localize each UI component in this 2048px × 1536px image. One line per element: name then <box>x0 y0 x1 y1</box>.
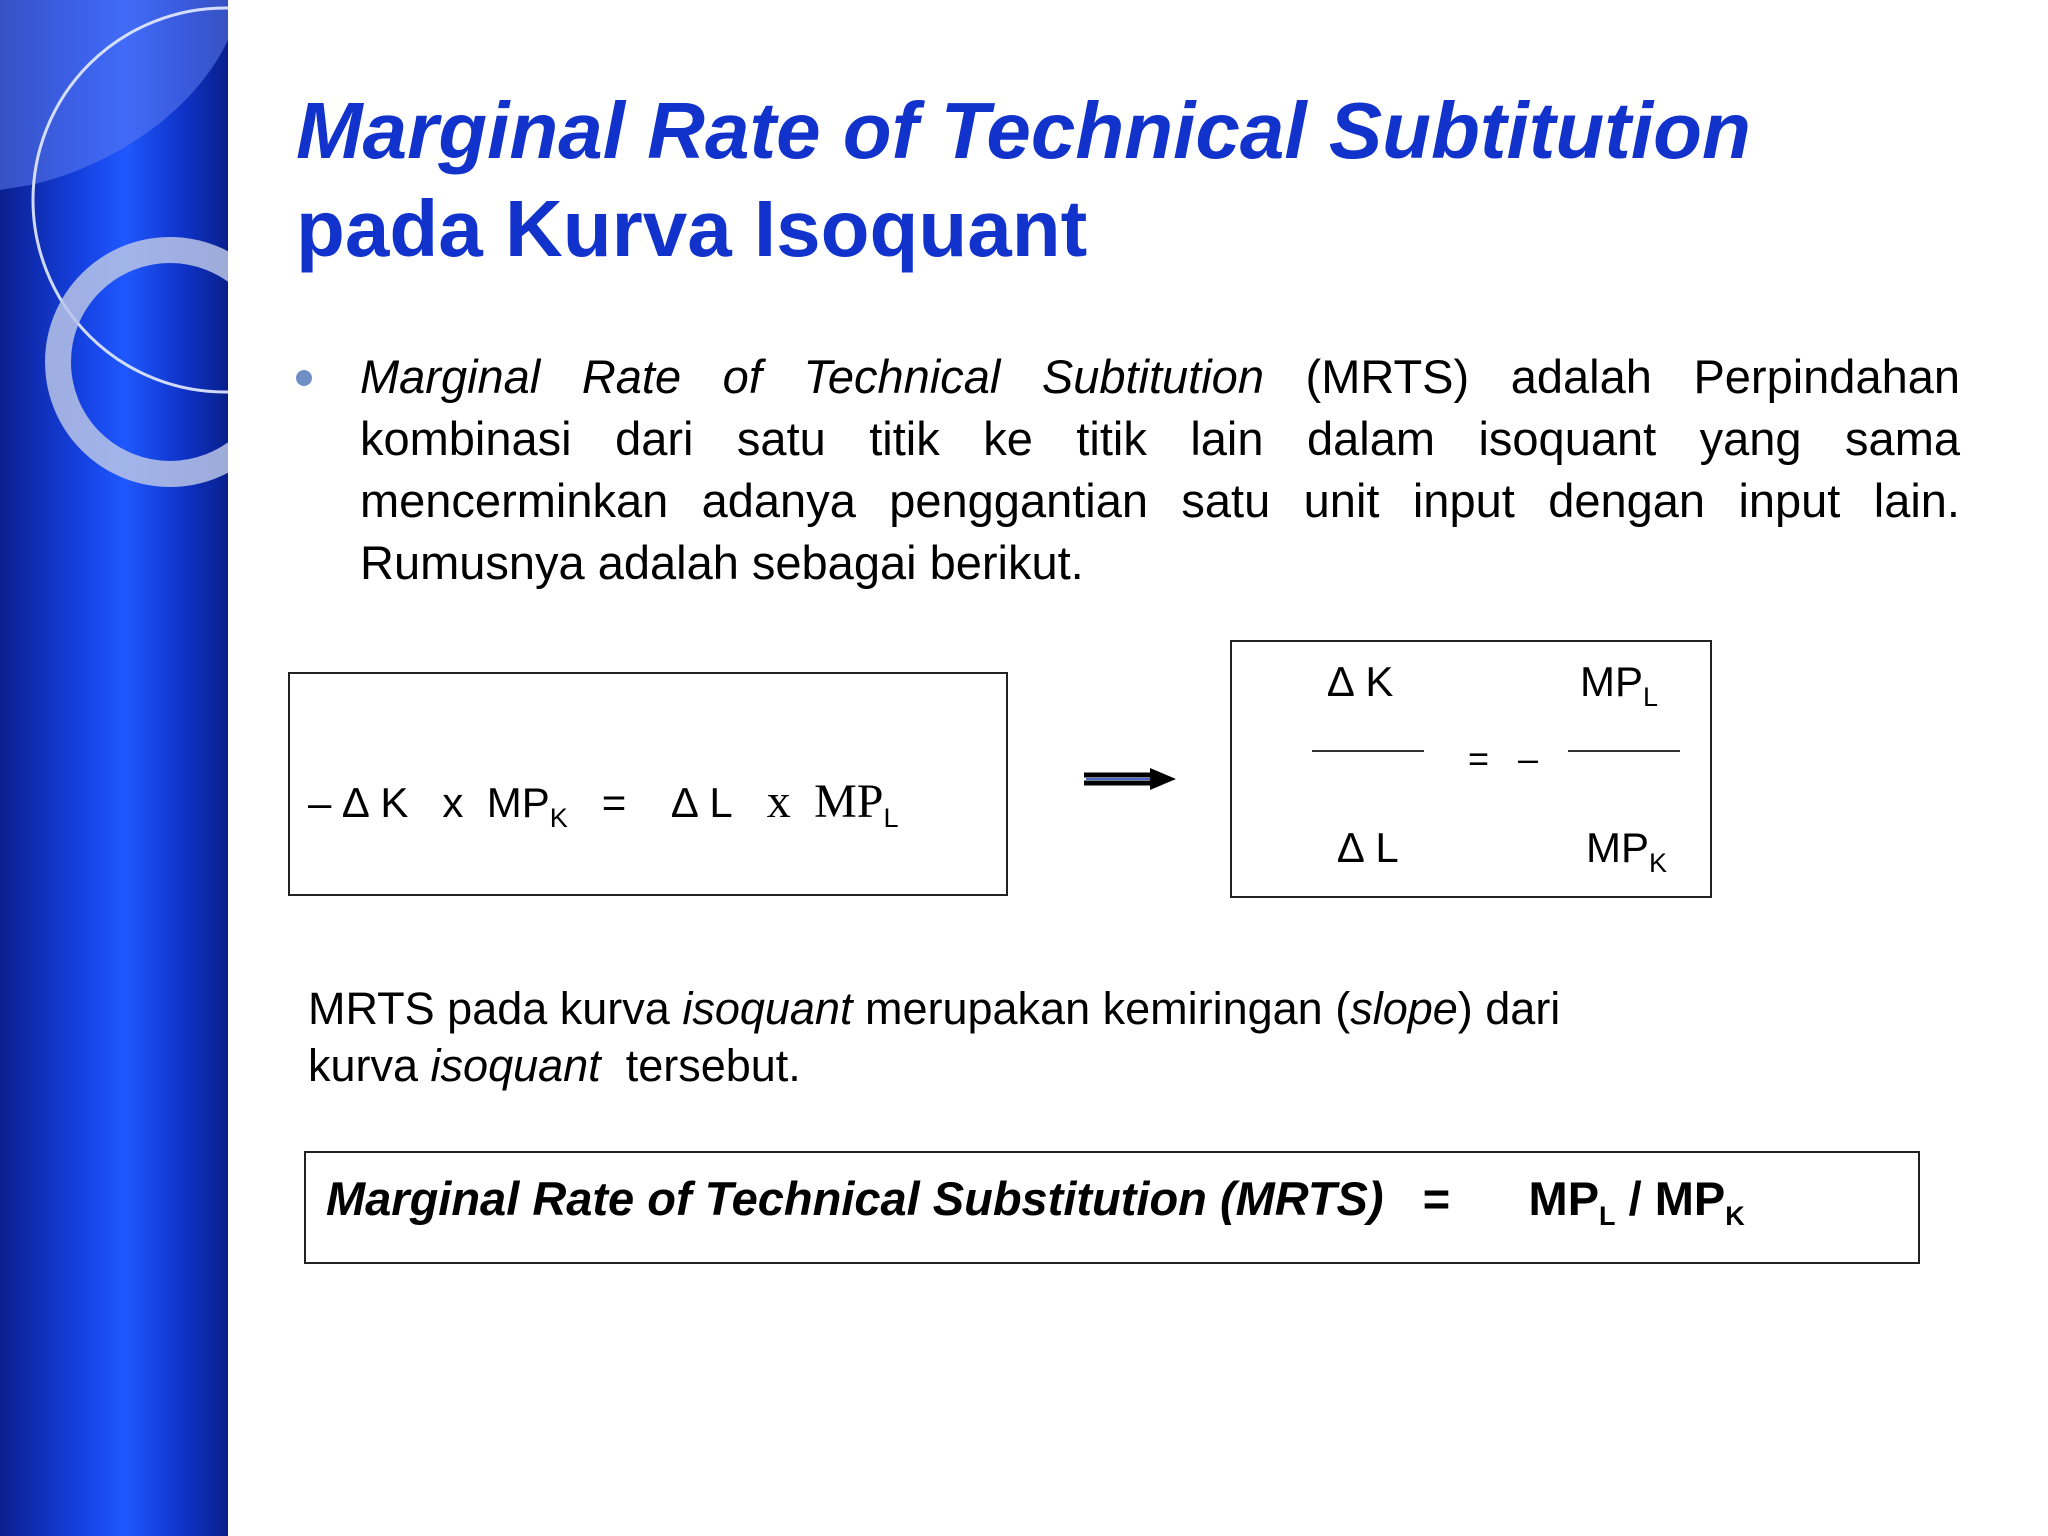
title-line-2: pada Kurva Isoquant <box>296 184 1088 273</box>
implies-arrow-icon <box>1082 766 1178 792</box>
title-line-1: Marginal Rate of Technical Subtitution <box>296 86 1751 175</box>
mrts-label: Marginal Rate of Technical Substitution (MRTS) <box>326 1172 1384 1225</box>
mrts-mp-l-sub: L <box>1599 1201 1616 1231</box>
mrts-definition-box <box>304 1151 1920 1264</box>
para-term-isoquant-1: isoquant <box>682 983 853 1034</box>
para-term-slope: slope <box>1350 983 1458 1034</box>
formula-mp-l: MP <box>814 775 884 828</box>
mrts-mp-l: MP <box>1528 1172 1600 1225</box>
formula-equals: = <box>601 779 627 826</box>
bullet-text <box>360 346 1960 594</box>
ratio-numerator-right <box>1580 658 1658 713</box>
formula-mp-k-sub: K <box>549 803 568 833</box>
formula-box-product <box>288 672 1008 896</box>
para-text-1: MRTS pada kurva <box>308 983 683 1034</box>
para-text-2: merupakan kemiringan ( <box>852 983 1351 1034</box>
mrts-mp-k: MP <box>1654 1172 1726 1225</box>
sidebar-circles-decoration <box>0 0 228 1536</box>
ratio-minus: – <box>1518 738 1539 779</box>
ratio-mp-l: MP <box>1580 658 1643 705</box>
para-text-5: tersebut. <box>600 1040 801 1091</box>
ratio-mp-l-sub: L <box>1643 682 1659 712</box>
decorative-sidebar <box>0 0 228 1536</box>
bullet-rest: (MRTS) adalah Perpindahan kombinasi dari satu titik ke titik lain dalam isoquant yang sama mencerminkan adanya penggantian satu unit input dengan input lain. Rumusnya adalah sebagai berikut. <box>360 350 1960 589</box>
ratio-mp-k: MP <box>1586 824 1649 871</box>
ratio-numerator-left: ∆ K <box>1328 658 1394 705</box>
formula-mp-k: MP <box>486 779 550 826</box>
mrts-definition <box>326 1171 1745 1232</box>
formula-delta-k: ∆ K <box>343 779 409 826</box>
slide-title <box>296 82 1751 278</box>
formula-product <box>308 774 898 834</box>
slope-explanation <box>308 980 1958 1094</box>
bullet-term: Marginal Rate of Technical Subtitution <box>360 350 1264 403</box>
para-text-4: kurva <box>308 1040 431 1091</box>
ratio-equals: = <box>1468 738 1490 779</box>
formula-mp-l-sub: L <box>883 803 899 833</box>
bullet-icon <box>296 370 312 386</box>
fraction-bar-right <box>1568 750 1680 752</box>
formula-times-2: x <box>766 775 791 828</box>
formula-times-1: x <box>442 779 464 826</box>
para-text-3: ) dari <box>1457 983 1561 1034</box>
mrts-equals: = <box>1422 1172 1451 1225</box>
mrts-slash: / <box>1615 1172 1655 1225</box>
ratio-denominator-left: ∆ L <box>1338 824 1399 871</box>
formula-box-ratio <box>1230 640 1712 898</box>
formula-delta-l: ∆ L <box>671 779 733 826</box>
ratio-mp-k-sub: K <box>1649 848 1668 878</box>
formula-minus: – <box>308 779 332 826</box>
bullet-item <box>296 346 1960 594</box>
para-term-isoquant-2: isoquant <box>430 1040 601 1091</box>
fraction-bar-left <box>1312 750 1424 752</box>
mrts-mp-k-sub: K <box>1725 1201 1745 1231</box>
ratio-denominator-right <box>1586 824 1667 879</box>
